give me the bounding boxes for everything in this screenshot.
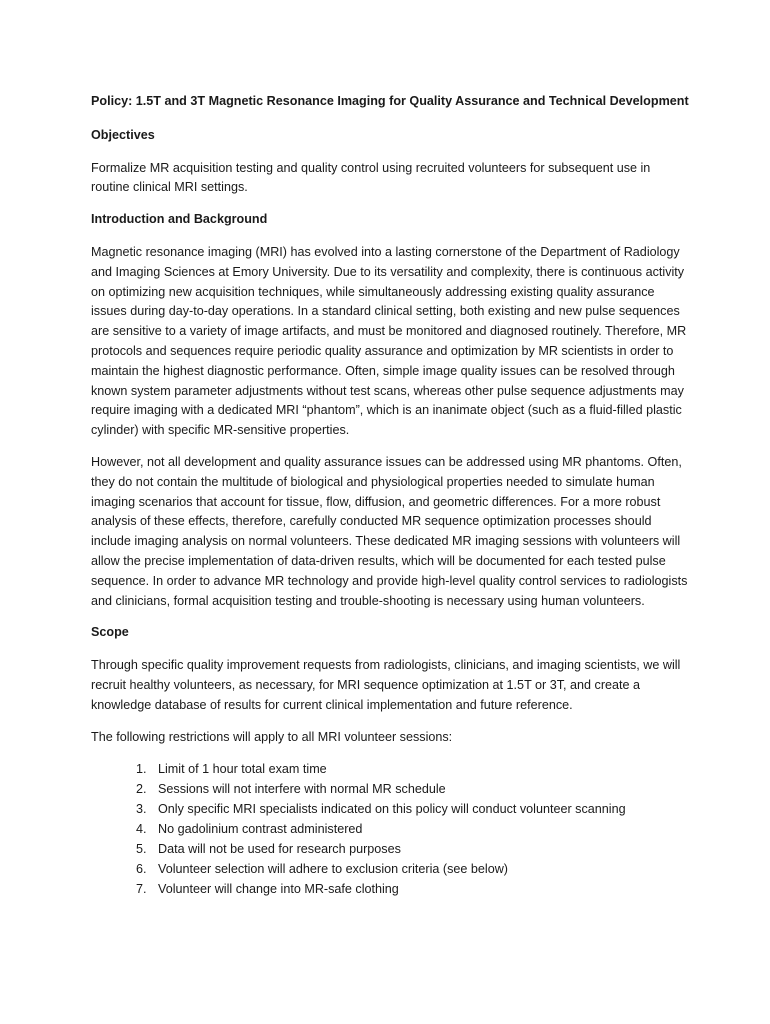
restrictions-intro: The following restrictions will apply to all MRI volunteer sessions: [91, 729, 453, 744]
scope-heading: Scope [91, 625, 129, 640]
restrictions-list [91, 759, 691, 899]
list-item-text: Data will not be used for research purposes [158, 842, 401, 857]
intro-paragraph-2: However, not all development and quality assurance issues can be addressed using MR phantoms. Often, they do not contain the multitude of biological and physiological properties needed to simulate human imaging scenarios that account for tissue, flow, diffusion, and geometric differences. For a more robust analysis of these effects, therefore, carefully conducted MR sequence optimization processes should include imaging analysis on normal volunteers. These dedicated MR imaging sessions with volunteers will allow the precise implementation of data-driven results, which will be documented for each tested pulse sequence. In order to advance MR technology and provide high-level quality control services to radiologists and clinicians, formal acquisition testing and trouble-shooting is necessary using human volunteers. [91, 454, 688, 608]
scope-paragraph: Through specific quality improvement requests from radiologists, clinicians, and imaging scientists, we will recruit healthy volunteers, as necessary, for MRI sequence optimization at 1.5T or 3T, and create a knowledge database of results for current clinical implementation and future reference. [91, 658, 681, 712]
intro-heading: Introduction and Background [91, 212, 268, 227]
list-item [136, 759, 691, 779]
list-item-number: 6. [136, 862, 147, 877]
list-item-text: Only specific MRI specialists indicated on this policy will conduct volunteer scanning [158, 802, 626, 817]
list-item [136, 879, 691, 899]
document-page [91, 92, 691, 899]
list-item-number: 1. [136, 762, 147, 777]
list-item-text: Limit of 1 hour total exam time [158, 762, 327, 777]
list-item [136, 859, 691, 879]
list-item-number: 2. [136, 782, 147, 797]
list-item [136, 819, 691, 839]
list-item [136, 779, 691, 799]
objectives-heading: Objectives [91, 127, 155, 142]
list-item-number: 3. [136, 802, 147, 817]
list-item-text: Volunteer selection will adhere to exclusion criteria (see below) [158, 862, 509, 877]
list-item [136, 839, 691, 859]
list-item-text: Volunteer will change into MR-safe clothing [158, 882, 399, 897]
intro-paragraph-1: Magnetic resonance imaging (MRI) has evolved into a lasting cornerstone of the Department of Radiology and Imaging Sciences at Emory University. Due to its versatility and complexity, there is continuous activity on optimizing new acquisition techniques, while simultaneously addressing existing quality assurance issues during day-to-day operations. In a standard clinical setting, both existing and new pulse sequences are sensitive to a variety of image artifacts, and must be monitored and diagnosed routinely. Therefore, MR protocols and sequences require periodic quality assurance and optimization by MR scientists in order to maintain the highest diagnostic performance. Often, simple image quality issues can be resolved through known system parameter adjustments without test scans, whereas other pulse sequence adjustments may require imaging with a dedicated MRI “phantom”, which is an inanimate object (such as a fluid-filled plastic cylinder) with specific MR-sensitive properties. [91, 244, 687, 438]
list-item-number: 7. [136, 882, 147, 897]
list-item-text: No gadolinium contrast administered [158, 822, 363, 837]
list-item-text: Sessions will not interfere with normal MR schedule [158, 782, 446, 797]
policy-title: Policy: 1.5T and 3T Magnetic Resonance Imaging for Quality Assurance and Technical Development [91, 94, 689, 108]
list-item-number: 4. [136, 822, 147, 837]
list-item-number: 5. [136, 842, 147, 857]
objectives-paragraph: Formalize MR acquisition testing and quality control using recruited volunteers for subsequent use in routine clinical MRI settings. [91, 160, 651, 195]
list-item [136, 799, 691, 819]
